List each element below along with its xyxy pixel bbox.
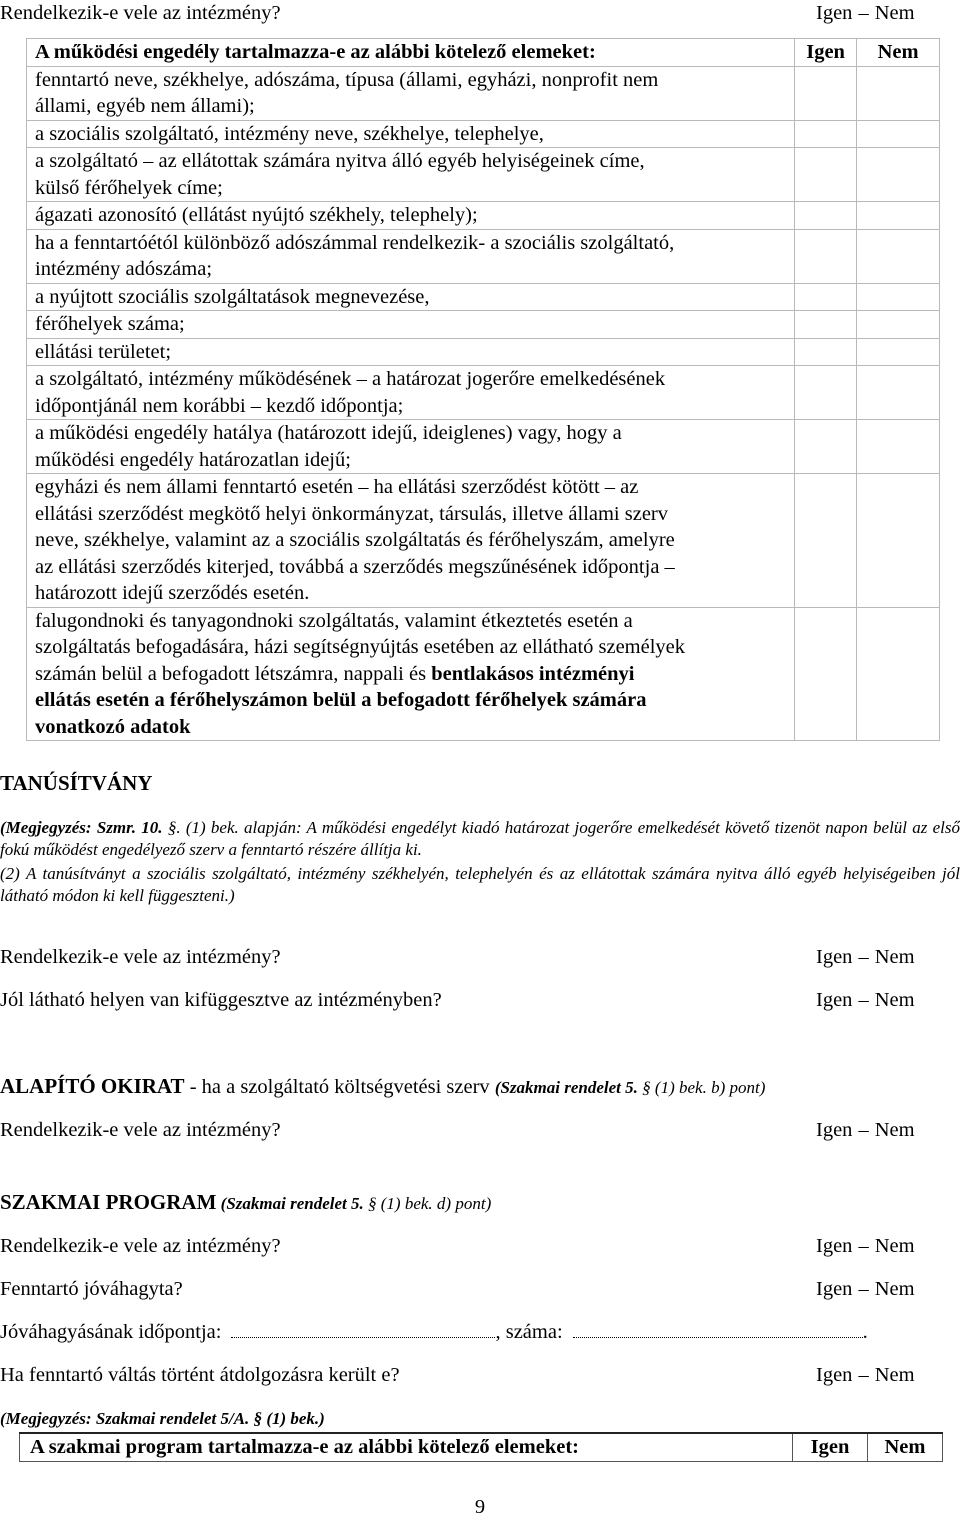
section-title-szakmai	[0, 1189, 960, 1218]
no-option[interactable]: Nem	[874, 2, 915, 24]
no-cell[interactable]	[857, 202, 940, 230]
no-cell[interactable]	[857, 148, 940, 202]
section-sign: §	[368, 1194, 377, 1213]
row-line: a szociális szolgáltató, intézmény neve, székhelye, telephelye,	[35, 122, 544, 145]
szakmai-ref: (Szakmai rendelet 5.	[216, 1194, 364, 1213]
row-line: vonatkozó adatok	[35, 715, 191, 738]
no-option[interactable]: Nem	[874, 1364, 915, 1386]
col-no-header: Nem	[857, 39, 940, 67]
question-text: Fenntartó jóváhagyta?	[0, 1278, 183, 1300]
row-line: ellátás esetén a férőhelyszámon belül a befogadott férőhelyek számára	[35, 689, 647, 711]
col-yes-header: Igen	[793, 1433, 868, 1461]
note-end: (1) bek.)	[262, 1409, 325, 1428]
table-row	[27, 338, 940, 366]
row-line: a nyújtott szociális szolgáltatások megnevezése,	[35, 285, 430, 308]
required-elements-table	[26, 38, 940, 741]
yes-option[interactable]: Igen	[816, 1119, 853, 1141]
row-text	[27, 474, 795, 608]
approval-date-field[interactable]	[231, 1321, 495, 1338]
row-line: neve, székhelye, valamint az a szociális szolgáltatás és férőhelyszám, amelyre	[35, 529, 675, 551]
yes-cell[interactable]	[794, 474, 856, 608]
no-cell[interactable]	[857, 311, 940, 339]
yes-cell[interactable]	[794, 283, 856, 311]
approval-date-label: Jóváhagyásának időpontja:	[0, 1321, 222, 1343]
question-text: Jól látható helyen van kifüggesztve az intézményben?	[0, 989, 442, 1011]
table-row	[27, 607, 940, 741]
szakmai-program-table	[19, 1432, 943, 1462]
yes-option[interactable]: Igen	[816, 1278, 853, 1300]
approval-end: .	[862, 1321, 868, 1343]
section-title-tanusitvany: TANÚSÍTVÁNY	[0, 771, 153, 795]
row-line: a szolgáltató, intézmény működésének – a határozat jogerőre emelkedésének	[35, 368, 666, 390]
table-row	[27, 120, 940, 148]
no-cell[interactable]	[857, 474, 940, 608]
row-text	[27, 338, 795, 366]
row-line: időpontjánál nem korábbi – kezdő időpontja;	[35, 394, 404, 417]
table-row	[27, 366, 940, 420]
question-text: Rendelkezik-e vele az intézmény?	[0, 1235, 281, 1257]
yes-no-options[interactable]: Igen – Nem	[816, 946, 915, 968]
row-text	[27, 202, 795, 230]
alapito-ref-rest: (1) bek. b) pont)	[650, 1078, 766, 1097]
table-row	[27, 148, 940, 202]
table-header: A szakmai program tartalmazza-e az alábbi kötelező elemeket:	[20, 1433, 793, 1461]
row-line: ha a fenntartóétól különböző adószámmal rendelkezik- a szociális szolgáltató,	[35, 231, 675, 254]
yes-cell[interactable]	[794, 338, 856, 366]
no-option[interactable]: Nem	[874, 1278, 915, 1300]
yes-cell[interactable]	[794, 202, 856, 230]
question-text: Rendelkezik-e vele az intézmény?	[0, 1119, 281, 1141]
row-line-bold: bentlakásos intézményi	[431, 662, 635, 685]
note-text: (Megjegyzés: Szakmai rendelet 5/A.	[0, 1409, 250, 1428]
row-line: működési engedély határozatlan idejű;	[35, 448, 351, 471]
row-line: egyházi és nem állami fenntartó esetén – ha ellátási szerződést kötött – az	[35, 476, 639, 498]
note-bold: (Megjegyzés: Szmr. 10.	[0, 818, 163, 837]
row-line: külső férőhelyek címe;	[35, 176, 223, 199]
tanusitvany-note	[0, 817, 960, 860]
row-line: szolgáltatás befogadására, házi segítségnyújtás esetében az ellátható személyek	[35, 636, 686, 658]
yes-cell[interactable]	[794, 229, 856, 283]
row-text	[27, 366, 795, 420]
yes-option[interactable]: Igen	[816, 946, 853, 968]
no-cell[interactable]	[857, 229, 940, 283]
approval-row	[0, 1319, 960, 1346]
row-text	[27, 420, 795, 474]
row-text	[27, 66, 795, 120]
yes-option[interactable]: Igen	[816, 1235, 853, 1257]
row-line: határozott idejű szerződés esetén.	[35, 582, 310, 604]
szakmai-note	[0, 1406, 960, 1433]
yes-option[interactable]: Igen	[816, 2, 853, 24]
no-cell[interactable]	[857, 66, 940, 120]
row-text	[27, 120, 795, 148]
alapito-subtitle: - ha a szolgáltató költségvetési szerv	[184, 1076, 495, 1098]
col-no-header: Nem	[868, 1433, 943, 1461]
yes-no-options[interactable]: Igen – Nem	[816, 1364, 915, 1386]
section-title-alapito	[0, 1073, 960, 1102]
table-header-row	[20, 1433, 943, 1461]
question-text: Rendelkezik-e vele az intézmény?	[0, 2, 281, 24]
row-line: intézmény adószáma;	[35, 258, 213, 280]
row-text	[27, 148, 795, 202]
no-cell[interactable]	[857, 338, 940, 366]
col-yes-header: Igen	[794, 39, 856, 67]
yes-cell[interactable]	[794, 66, 856, 120]
last-row-text	[27, 607, 795, 741]
section-sign: §	[167, 818, 177, 837]
approval-number-label: , száma:	[495, 1321, 563, 1343]
row-text	[27, 283, 795, 311]
no-cell[interactable]	[857, 120, 940, 148]
yes-no-options[interactable]: Igen – Nem	[816, 1235, 915, 1257]
yes-no-options[interactable]: Igen – Nem	[816, 989, 915, 1011]
row-line: ágazati azonosító (ellátást nyújtó székhely, telephely);	[35, 204, 478, 226]
yes-no-options[interactable]: Igen – Nem	[816, 1278, 915, 1300]
row-line: fenntartó neve, székhelye, adószáma, típusa (állami, egyházi, nonprofit nem	[35, 68, 659, 91]
table-row	[27, 66, 940, 120]
row-line: férőhelyek száma;	[35, 313, 185, 335]
page-number: 9	[474, 1496, 486, 1518]
question-text: Rendelkezik-e vele az intézmény?	[0, 946, 281, 968]
alapito-ref: (Szakmai rendelet 5.	[494, 1078, 638, 1097]
table-header-row	[27, 39, 940, 67]
yes-option[interactable]: Igen	[816, 989, 853, 1011]
tanusitvany-note-2: (2) A tanúsítványt a szociális szolgáltató, intézmény székhelyén, telephelyén és az ellátottak számára nyitva álló egyéb helyiségeiben jól látható módon ki kell függeszteni.)	[0, 864, 960, 905]
no-option[interactable]: Nem	[874, 1235, 915, 1257]
no-option[interactable]: Nem	[874, 946, 915, 968]
approval-number-field[interactable]	[573, 1321, 863, 1338]
section-sign: §	[642, 1078, 651, 1097]
szakmai-title: SZAKMAI PROGRAM	[0, 1190, 217, 1214]
yes-no-options[interactable]: Igen – Nem	[816, 1119, 915, 1141]
row-line: a működési engedély hatálya (határozott idejű, ideiglenes) vagy, hogy a	[35, 422, 622, 444]
row-line: az ellátási szerződés kiterjed, továbbá a szerződés megszűnésének időpontja –	[35, 555, 675, 578]
no-cell[interactable]	[857, 366, 940, 420]
yes-cell[interactable]	[794, 607, 856, 741]
table-row	[27, 283, 940, 311]
yes-cell[interactable]	[794, 366, 856, 420]
question-text: Ha fenntartó váltás történt átdolgozásra került e?	[0, 1364, 400, 1386]
table-row	[27, 202, 940, 230]
table-row	[27, 311, 940, 339]
table-row	[27, 420, 940, 474]
table-row	[27, 474, 940, 608]
row-line: állami, egyéb nem állami);	[35, 95, 255, 117]
row-line-normal: számán belül a befogadott létszámra, nappali és	[35, 662, 432, 685]
no-cell[interactable]	[857, 283, 940, 311]
row-line: ellátási szerződést megkötő helyi önkormányzat, társulás, illetve állami szerv	[35, 502, 669, 525]
no-cell[interactable]	[857, 607, 940, 741]
yes-cell[interactable]	[794, 420, 856, 474]
no-cell[interactable]	[857, 420, 940, 474]
table-header: A működési engedély tartalmazza-e az alábbi kötelező elemeket:	[27, 39, 795, 67]
no-option[interactable]: Nem	[874, 989, 915, 1011]
szakmai-ref-rest: (1) bek. d) pont)	[376, 1194, 492, 1213]
yes-cell[interactable]	[794, 120, 856, 148]
yes-cell[interactable]	[794, 311, 856, 339]
yes-option[interactable]: Igen	[816, 1364, 853, 1386]
yes-cell[interactable]	[794, 148, 856, 202]
row-text	[27, 229, 795, 283]
note-text: . (1) bek. alapján: A működési engedélyt kiadó határozat jogerőre emelkedését követő tizenöt napon belül az első fokú működést engedélyező szerv a fenntartó részére állítja ki.	[0, 818, 960, 859]
alapito-title: ALAPÍTÓ OKIRAT	[0, 1074, 185, 1098]
section-sign: §	[253, 1409, 263, 1428]
row-line	[35, 661, 794, 688]
row-text	[27, 311, 795, 339]
row-line: ellátási területet;	[35, 340, 172, 363]
no-option[interactable]: Nem	[874, 1119, 915, 1141]
row-line: falugondnoki és tanyagondnoki szolgáltatás, valamint étkeztetés esetén a	[35, 609, 633, 632]
yes-no-options[interactable]: Igen – Nem	[816, 2, 915, 24]
table-row	[27, 229, 940, 283]
row-line: a szolgáltató – az ellátottak számára nyitva álló egyéb helyiségeinek címe,	[35, 150, 645, 172]
